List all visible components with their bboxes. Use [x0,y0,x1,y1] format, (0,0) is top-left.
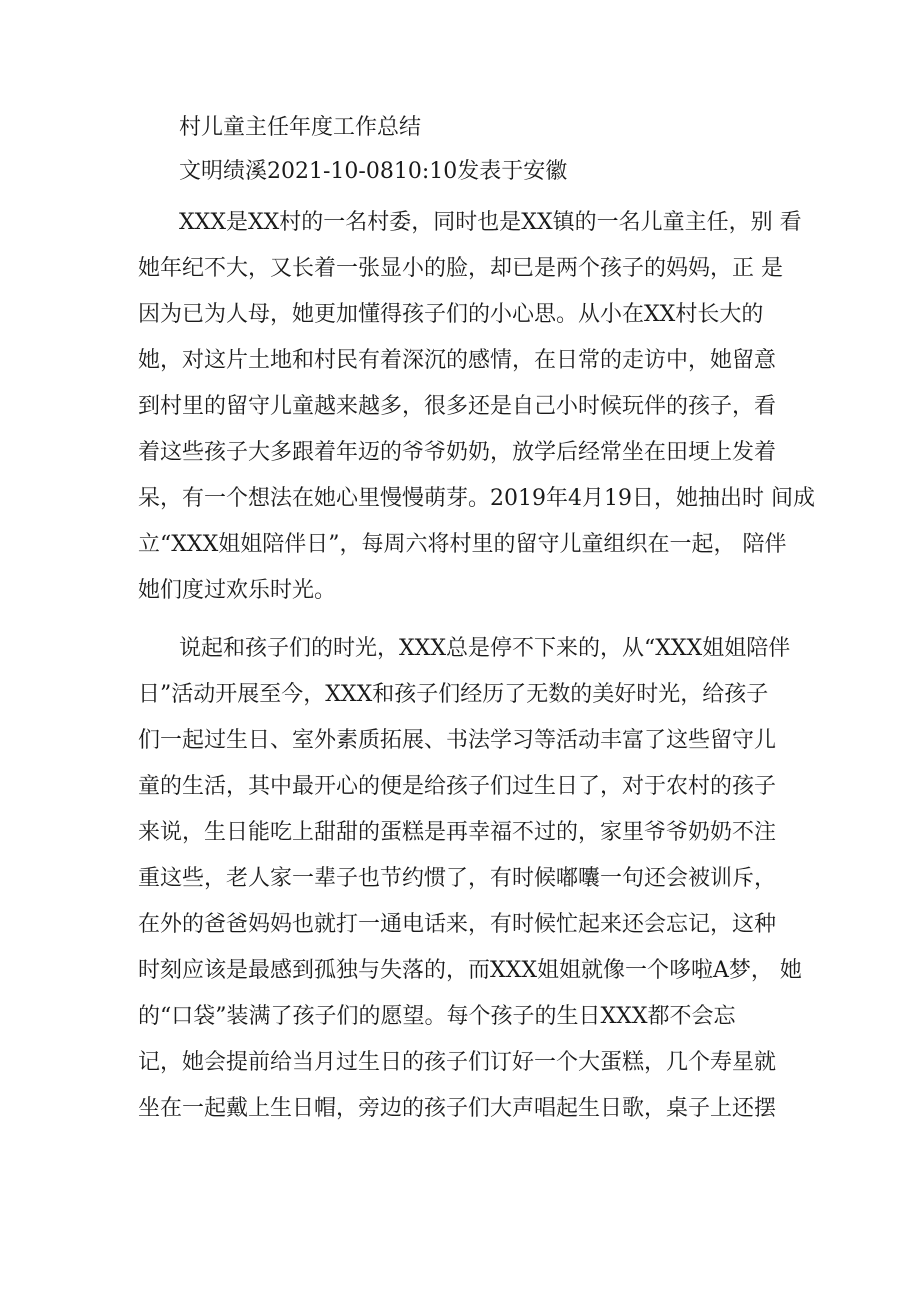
paragraph-1-line: XXX是XX村的一名村委，同时也是XX镇的一名儿童主任，别 看 [179,210,802,235]
paragraph-2-line: 童的生活，其中最开心的便是给孩子们过生日了，对于农村的孩子 [138,774,777,799]
paragraph-1-line: 呆，有一个想法在她心里慢慢萌芽。2019年4月19日，她抽出时 间成 [138,486,815,511]
paragraph-1-line: 到村里的留守儿童越来越多，很多还是自己小时候玩伴的孩子，看 [138,394,777,419]
paragraph-2-line: 日”活动开展至今，XXX和孩子们经历了无数的美好时光，给孩子 [138,682,769,707]
paragraph-2-line: 来说，生日能吃上甜甜的蛋糕是再幸福不过的，家里爷爷奶奶不注 [138,820,777,845]
paragraph-1-line: 她年纪不大，又长着一张显小的脸，却已是两个孩子的妈妈，正 是 [138,256,783,281]
paragraph-2-line: 说起和孩子们的时光，XXX总是停不下来的，从“XXX姐姐陪伴 [179,636,791,661]
paragraph-1-line: 因为已为人母，她更加懂得孩子们的小心思。从小在XX村长大的 [138,302,764,327]
paragraph-1-line: 她，对这片土地和村民有着深沉的感情，在日常的走访中，她留意 [138,348,777,373]
paragraph-2-line: 时刻应该是最感到孤独与失落的，而XXX姐姐就像一个哆啦A梦， 她 [138,958,802,983]
paragraph-2-line: 们一起过生日、室外素质拓展、书法学习等活动丰富了这些留守儿 [138,728,777,753]
paragraph-2-line: 在外的爸爸妈妈也就打一通电话来，有时候忙起来还会忘记，这种 [138,912,777,937]
paragraph-2-line: 重这些，老人家一辈子也节约惯了，有时候嘟囔一句还会被训斥， [138,866,777,891]
paragraph-2-line: 记，她会提前给当月过生日的孩子们订好一个大蛋糕，几个寿星就 [138,1050,777,1075]
paragraph-2-line: 的“口袋”装满了孩子们的愿望。每个孩子的生日XXX都不会忘 [138,1004,736,1029]
paragraph-1-line: 着这些孩子大多跟着年迈的爷爷奶奶，放学后经常坐在田埂上发着 [138,440,777,465]
document-title: 村儿童主任年度工作总结 [179,115,422,140]
paragraph-1-line: 立“XXX姐姐陪伴日”，每周六将村里的留守儿童组织在一起， 陪伴 [138,532,787,557]
paragraph-2-line: 坐在一起戴上生日帽，旁边的孩子们大声唱起生日歌，桌子上还摆 [138,1096,777,1121]
document-byline: 文明绩溪2021-10-0810:10发表于安徽 [179,159,568,184]
paragraph-1-line: 她们度过欢乐时光。 [138,578,337,603]
